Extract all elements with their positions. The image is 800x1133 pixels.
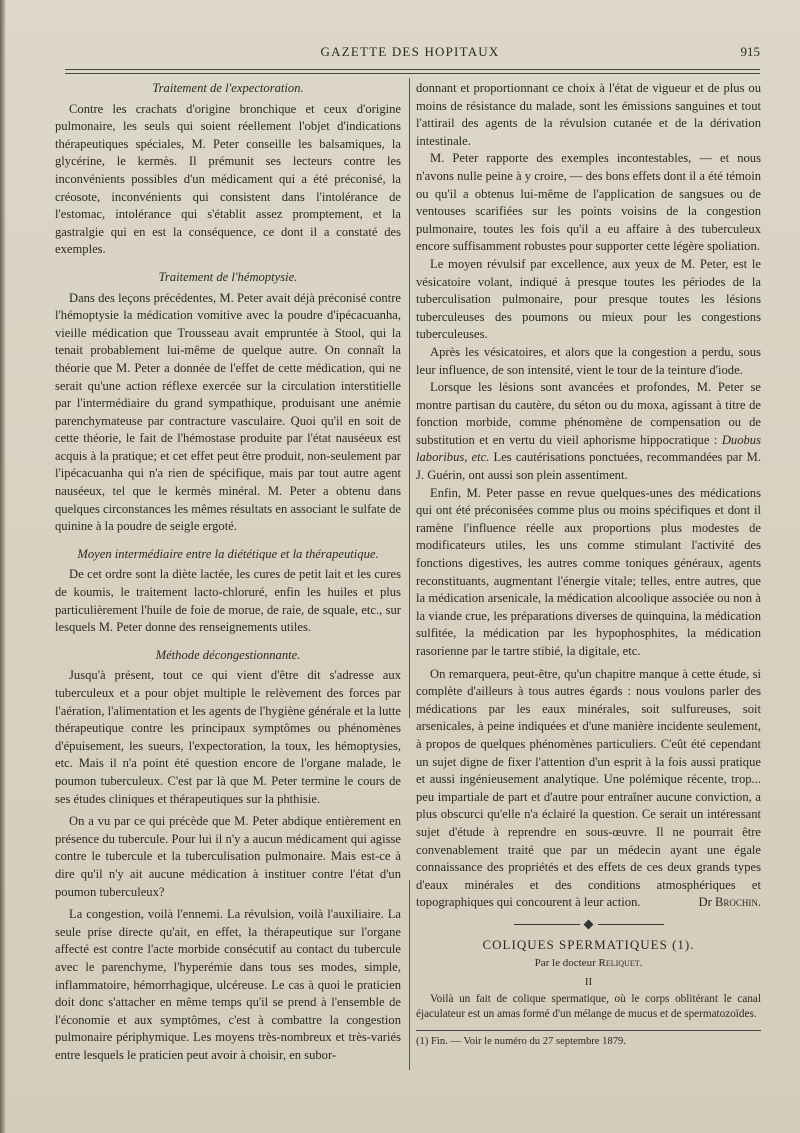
section-heading-expectoration: Traitement de l'expectoration. (152, 81, 304, 95)
paragraph: Après les vésicatoires, et alors que la congestion a perdu, sous leur influence, de son intensité, vient le tour de la teinture d'iode. (416, 344, 761, 377)
paragraph: On a vu par ce qui précède que M. Peter abdique entièrement en présence du tubercule. Pour lui il n'y a aucun médicament qui agisse contre le tubercule et la tuberculisation pulmonaire. Mais est-ce à dire qu'il n'y ait aucune médication à instituer contre l'état d'un poumon tuberculeux? (55, 814, 401, 899)
paragraph: Le moyen révulsif par excellence, aux yeux de M. Peter, est le vésicatoire volant, indiqué à presque toutes les périodes de la tuberculisation pulmonaire, pour presque toutes les lésions tuberculeuses des poumons ou mieux pour les congestions tuberculeuses. (416, 256, 761, 342)
article-title: COLIQUES SPERMATIQUES (1). (482, 936, 695, 952)
paragraph: Jusqu'à présent, tout ce qui vient d'être dit s'adresse aux tuberculeux et a pour objet multiple le relèvement des forces par l'aération, l'alimentation et les agents de l'hygiène générale et la lutte thérapeutique contre les principaux symptômes ou phénomènes d'épuisement, les sueurs, l'expectoration, la toux, les hémoptysies, etc. Mais il n'a point été question encore de l'organe malade, le poumon tuberculeux. C'est par là que M. Peter termine le cours de ses études cliniques et thérapeutiques sur la phthisie. (55, 668, 401, 806)
section-heading-hemoptysie: Traitement de l'hémoptysie. (158, 269, 298, 284)
paragraph (416, 379, 761, 485)
footnote: (1) Fin. — Voir le numéro du 27 septembre 1879. (416, 1035, 626, 1047)
column-divider-lower (409, 880, 410, 1070)
paragraph: M. Peter rapporte des exemples incontestables, — et nous n'avons nulle peine à y croire, — des bons effets dont il a été témoin ou qu'il a obtenus lui-même de l'application de sangsues ou de ventouses scarifiées sur les points voisins de la congestion pulmonaire, toutes les fois qu'il a eu affaire à des tuberculeux encore suffisamment robustes pour supporter cette légère spoliation. (416, 151, 761, 254)
ornamental-separator (514, 920, 664, 930)
header-rule (65, 69, 760, 70)
footnote-rule (416, 1030, 761, 1031)
right-column (416, 80, 761, 1049)
signature-title: Dr (698, 895, 715, 910)
journal-title: GAZETTE DES HOPITAUX (320, 44, 500, 59)
section-heading-moyen-intermediaire: Moyen intermédiaire entre la diététique et la thérapeutique. (77, 546, 379, 561)
paragraph: Enfin, M. Peter passe en revue quelques-unes des médications qui ont été préconisées comme plus ou moins spécifiques et dont il ramène l'influence réelle aux proportions plus modestes de modificateurs utiles, les uns comme stimulant l'activité des fonctions digestives, les autres comme toniques généraux, agents reconstituants, augmentant l'énergie vitale; telles, entre autres, que la médication arsenicale, la médication alcoolique associée ou non à la viande crue, les préparations diverses de quinquina, la médication sulfitée, la médication par les hypophosphites, la médication rasorienne par le tartre stibié, la digitale, etc. (416, 485, 761, 658)
paragraph: donnant et proportionnant ce choix à l'état de vigueur et de plus ou moins de résistance du malade, sont les émissions sanguines et tout l'attirail des agents de la révulsion cutanée et de la dérivation intestinale. (416, 81, 761, 148)
left-column (55, 80, 401, 1064)
paragraph: On remarquera, peut-être, qu'un chapitre manque à cette étude, si complète d'ailleurs à tous autres égards : nous voulons parler des médications par les eaux minérales, soit sulfureuses, soit arsenicales, à peine indiquées et d'une manière incidente seulement, à propos de quelques phénomènes particuliers. C'eût été cependant un sujet digne de fixer l'attention d'un esprit à la fois aussi pratique et aussi ingénieusement analytique. Une polémique récente, trop... peu impartiale de part et d'autre pour entraîner aucune conviction, a plus obscurci qu'elle n'a éclairé la question. Ce serait un intéressant sujet d'étude à reprendre en sous-œuvre. Il ne pourrait être convenablement traité que par un médecin ayant une égale connaissance des propriétés et des effets de ces deux grands types d'eaux minérales et des conditions atmosphériques et topographiques qui concourent à leur action. (416, 666, 761, 910)
header-rule-thin (65, 73, 760, 74)
page-header (60, 44, 760, 66)
section-heading-decongestionnante: Méthode décongestionnante. (155, 647, 301, 662)
signature-name: Brochin. (714, 895, 761, 910)
article-part-number: II (584, 976, 593, 989)
paragraph: Dans des leçons précédentes, M. Peter avait déjà préconisé contre l'hémoptysie la médication vomitive avec la poudre d'ipécacuanha, vieille médication que Trousseau avait empruntée à Stool, qui la tenait probablement lui-même de quelque autre. On connaît la théorie que M. Peter a donnée de l'effet de cette médication, qui ne serait qu'une action réflexe exercée sur la circulation interstitielle par l'intermédiaire du grand sympathique, produisant une anémie parenchymateuse par contracture vasculaire. Quoi qu'il en soit de cette théorie, le fait de l'hémostase produite par l'état nauséeux est acquis à la pratique; et cet effet peut être produit, non-seulement par l'ipécacuanha qui n'a rien de spécifique, mais par tout autre agent nauséeux, tel que le kermès minéral. M. Peter a obtenu dans quelques circonstances les mêmes résultats en associant le sulfate de quinine à la poudre de seigle ergoté. (55, 290, 401, 534)
paragraph: De cet ordre sont la diète lactée, les cures de petit lait et les cures de koumis, le traitement lacto-chloruré, enfin les huiles et plus particulièrement l'huile de foie de morue, de raie, de squale, etc., sur lesquels M. Peter donne des renseignements utiles. (55, 567, 401, 635)
article-author (416, 955, 761, 973)
text-run: Lorsque les lésions sont avancées et profondes, M. Peter se montre partisan du cautère, du séton ou du moxa, agissant à titre de fonction morbide, comme phénomène de compensation ou de substitution et en vertu du vieil aphorisme hippocratique : (416, 380, 761, 447)
paragraph: Contre les crachats d'origine bronchique et ceux d'origine pulmonaire, les seuls qui soient réellement l'objet d'indications thérapeutiques spéciales, M. Peter conseille les balsamiques, la glycérine, le kermès. Il prémunit ses lecteurs contre les inconvénients possibles d'un médicament qui a été préconisé, la créosote, inconvénients qui consistent dans l'intolérance de l'estomac, intolérance qui s'établit assez promptement, et la gastralgie qui en est la conséquence, ce dont il a constaté des exemples. (55, 101, 401, 257)
paragraph: Voilà un fait de colique spermatique, où le corps oblitérant le canal éjaculateur est un amas formé d'un mélange de mucus et de spermatozoïdes. (416, 992, 761, 1020)
latin-quote: Duobus laboribus, etc. (416, 432, 761, 465)
author-prefix: Par le docteur (534, 956, 599, 969)
column-divider (409, 78, 410, 718)
page-binding-edge (0, 0, 6, 1133)
page-number: 915 (740, 44, 760, 59)
text-run: Les cautérisations ponctuées, recommandées par M. J. Guérin, ont aussi son plein assentiment. (416, 450, 761, 483)
author-name: Reliquet. (598, 956, 643, 969)
paragraph: La congestion, voilà l'ennemi. La révulsion, voilà l'auxiliaire. La seule prise directe qu'ait, en effet, la thérapeutique sur l'organe affecté est contre l'acte morbide consécutif au contact du tubercule avec le parenchyme, l'hyperémie dans tous ses modes, simple, inflammatoire, hémorrhagique, ulcéreuse. Le cas à quoi le praticien doit donc s'attacher en même temps qu'il se prend à l'ensemble de l'économie et aux symptômes, c'est à combattre la congestion pulmonaire périphymique. Les moyens très-nombreux et très-variés entre lesquels le praticien peut avoir à choisir, en subor- (55, 907, 401, 1062)
